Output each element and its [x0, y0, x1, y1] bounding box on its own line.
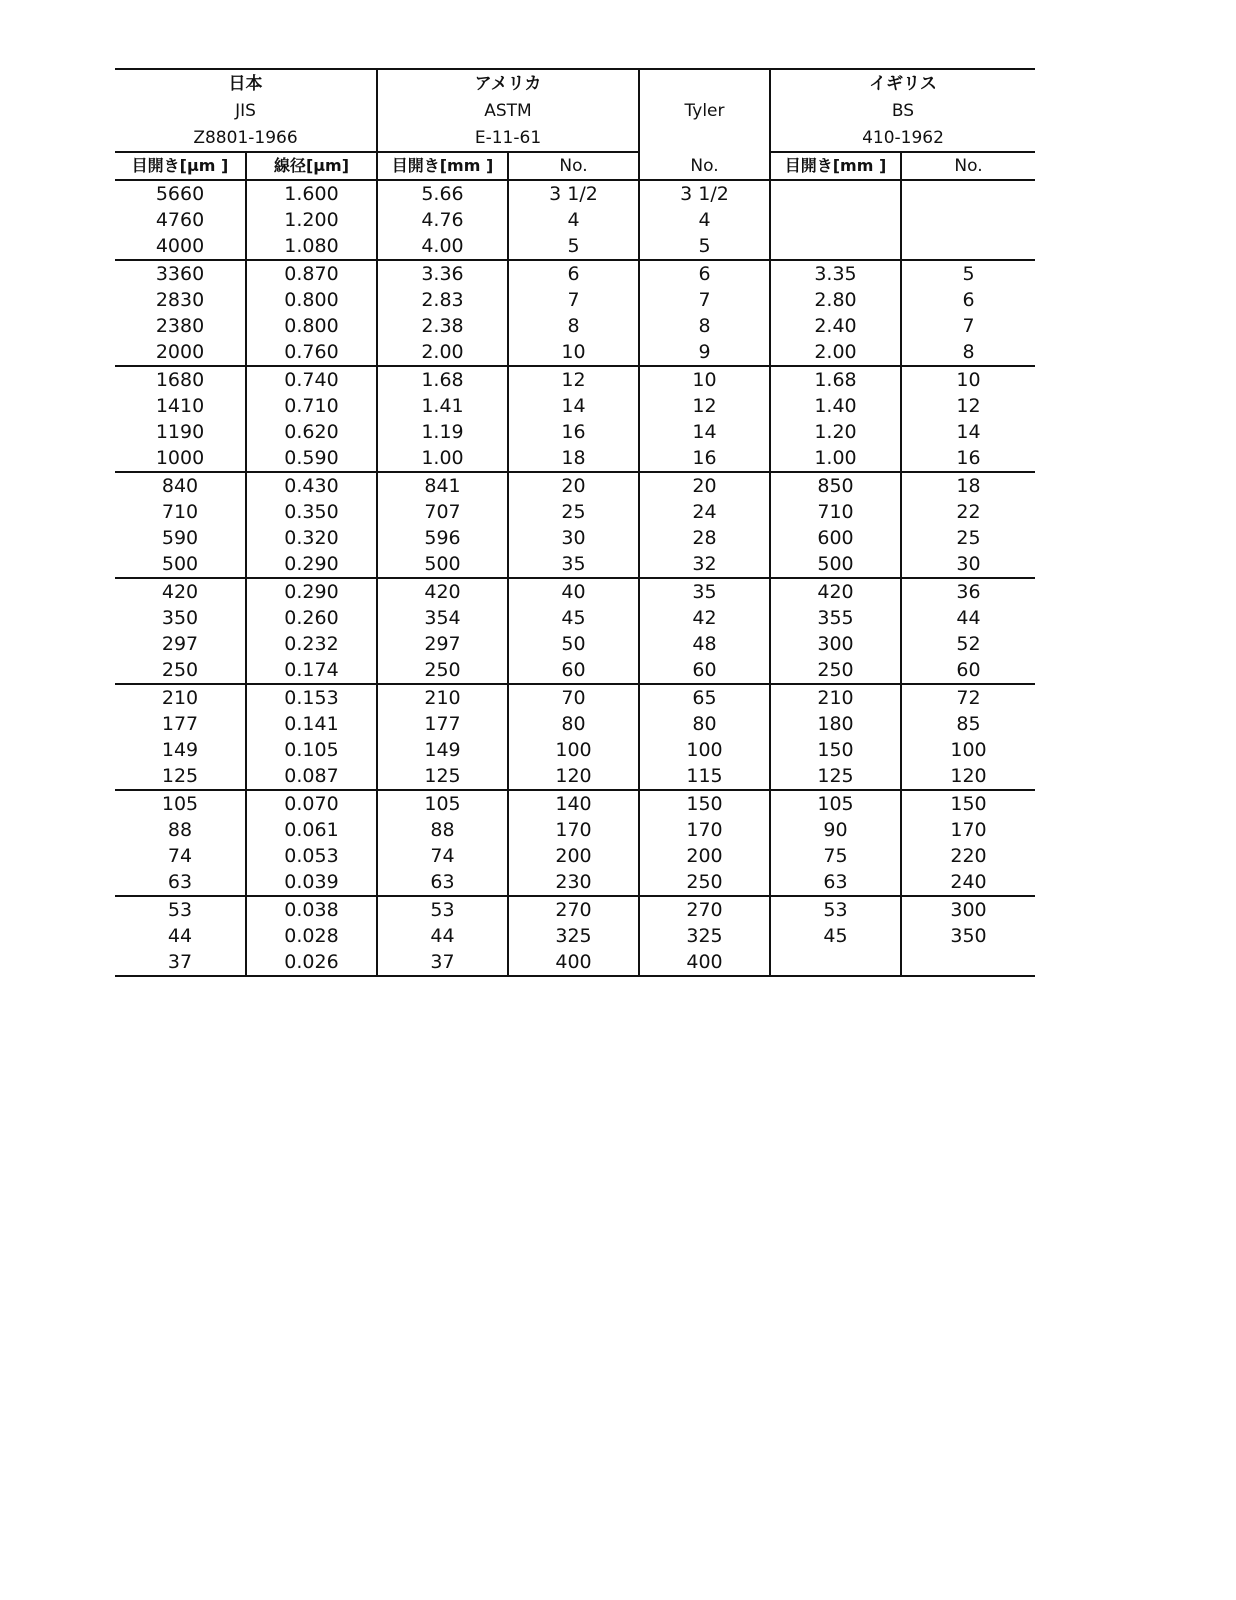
cell-tyler-no: 7 [639, 287, 770, 313]
cell-tyler-no: 14 [639, 419, 770, 445]
cell-tyler-no: 10 [639, 366, 770, 393]
cell-tyler-no: 28 [639, 525, 770, 551]
table-body [115, 180, 1035, 976]
britain-code-label: 410-1962 [770, 124, 1035, 152]
cell-jis-wire: 0.590 [246, 445, 377, 472]
table-row [115, 260, 1035, 287]
cell-bs-opening: 3.35 [770, 260, 901, 287]
cell-jis-wire: 0.710 [246, 393, 377, 419]
britain-standard-label: BS [770, 97, 1035, 124]
cell-jis-opening: 4000 [155, 235, 205, 257]
cell-astm-no: 100 [508, 737, 639, 763]
cell-tyler-no: 150 [639, 790, 770, 817]
cell-astm-no: 40 [508, 578, 639, 605]
cell-tyler-no: 24 [639, 499, 770, 525]
cell-tyler-no: 12 [639, 393, 770, 419]
cell-jis-opening: 4760 [155, 209, 205, 231]
cell-tyler-no: 400 [639, 949, 770, 976]
cell-jis-wire: 0.070 [246, 790, 377, 817]
cell-jis-opening: 1000 [155, 447, 205, 469]
table-row [115, 180, 1035, 207]
america-standard-label: ASTM [377, 97, 639, 124]
cell-astm-opening: 37 [377, 949, 508, 976]
cell-jis-wire: 0.740 [246, 366, 377, 393]
cell-jis-opening: 88 [167, 819, 193, 841]
table-header [115, 69, 1035, 180]
cell-astm-opening: 707 [377, 499, 508, 525]
table-row [115, 896, 1035, 923]
cell-bs-no: 72 [901, 684, 1035, 711]
cell-jis-opening: 1190 [155, 421, 205, 443]
cell-bs-no: 8 [901, 339, 1035, 366]
cell-astm-opening: 250 [377, 657, 508, 684]
cell-bs-opening [770, 233, 901, 260]
cell-astm-no: 140 [508, 790, 639, 817]
cell-bs-opening: 90 [770, 817, 901, 843]
tyler-label: Tyler [639, 69, 770, 152]
cell-bs-no: 36 [901, 578, 1035, 605]
cell-astm-no: 230 [508, 869, 639, 896]
cell-astm-no: 12 [508, 366, 639, 393]
cell-jis-wire: 0.026 [246, 949, 377, 976]
cell-astm-opening: 105 [377, 790, 508, 817]
cell-jis-opening: 149 [161, 739, 199, 761]
cell-jis-opening: 250 [161, 659, 199, 681]
table-row [115, 843, 1035, 869]
cell-tyler-no: 16 [639, 445, 770, 472]
cell-astm-opening: 210 [377, 684, 508, 711]
japan-country-label: 日本 [115, 69, 377, 97]
cell-jis-wire: 0.141 [246, 711, 377, 737]
cell-astm-no: 70 [508, 684, 639, 711]
table-row [115, 419, 1035, 445]
cell-jis-opening: 3360 [115, 260, 246, 287]
cell-bs-no: 120 [901, 763, 1035, 790]
cell-astm-no: 170 [508, 817, 639, 843]
cell-astm-opening: 44 [377, 923, 508, 949]
cell-jis-wire: 0.800 [246, 287, 377, 313]
cell-bs-opening: 710 [770, 499, 901, 525]
cell-astm-no: 325 [508, 923, 639, 949]
cell-tyler-no: 20 [639, 472, 770, 499]
table-row [115, 737, 1035, 763]
cell-jis-wire: 0.061 [246, 817, 377, 843]
cell-tyler-no: 48 [639, 631, 770, 657]
cell-bs-opening: 105 [770, 790, 901, 817]
cell-astm-opening: 841 [377, 472, 508, 499]
cell-jis-opening: 5660 [155, 183, 205, 205]
cell-bs-no: 350 [901, 923, 1035, 949]
cell-bs-no: 16 [901, 445, 1035, 472]
cell-astm-opening: 125 [377, 763, 508, 790]
cell-astm-opening: 2.83 [377, 287, 508, 313]
cell-astm-no: 8 [508, 313, 639, 339]
cell-jis-wire: 0.232 [246, 631, 377, 657]
cell-jis-opening: 177 [161, 713, 199, 735]
cell-astm-no: 3 1/2 [508, 180, 639, 207]
cell-bs-no [901, 180, 1035, 207]
table-row [115, 923, 1035, 949]
table-row [115, 313, 1035, 339]
cell-bs-no: 10 [901, 366, 1035, 393]
cell-jis-opening: 1410 [155, 395, 205, 417]
table-row [115, 287, 1035, 313]
table-row [115, 551, 1035, 578]
cell-jis-opening: 2830 [155, 289, 205, 311]
cell-bs-opening: 2.80 [770, 287, 901, 313]
cell-tyler-no: 32 [639, 551, 770, 578]
cell-astm-no: 50 [508, 631, 639, 657]
cell-jis-opening: 297 [161, 633, 199, 655]
cell-bs-opening [770, 180, 901, 207]
cell-bs-opening: 500 [770, 551, 901, 578]
cell-tyler-no: 270 [639, 896, 770, 923]
cell-astm-opening: 53 [377, 896, 508, 923]
sieve-comparison-table [115, 68, 1035, 977]
britain-country-label: イギリス [770, 69, 1035, 97]
cell-bs-opening: 180 [770, 711, 901, 737]
cell-astm-no: 200 [508, 843, 639, 869]
cell-bs-opening: 150 [770, 737, 901, 763]
cell-astm-opening: 1.00 [377, 445, 508, 472]
cell-jis-opening: 350 [161, 607, 199, 629]
cell-bs-opening [770, 207, 901, 233]
cell-bs-opening: 1.20 [770, 419, 901, 445]
america-code-label: E-11-61 [377, 124, 639, 152]
cell-tyler-no: 5 [639, 233, 770, 260]
col-header-bs-opening: 目開き[mm ] [770, 152, 901, 180]
cell-astm-opening: 4.76 [377, 207, 508, 233]
col-header-jis-opening: 目開き[μm ] [115, 152, 246, 180]
cell-jis-opening: 2000 [155, 341, 205, 363]
cell-bs-opening: 600 [770, 525, 901, 551]
table-row [115, 817, 1035, 843]
cell-jis-wire: 0.174 [246, 657, 377, 684]
cell-astm-no: 270 [508, 896, 639, 923]
cell-astm-opening: 1.68 [377, 366, 508, 393]
cell-astm-opening: 297 [377, 631, 508, 657]
cell-jis-opening: 590 [161, 527, 199, 549]
cell-jis-wire: 0.039 [246, 869, 377, 896]
col-header-astm-no: No. [508, 152, 639, 180]
japan-code-label: Z8801-1966 [193, 127, 298, 148]
cell-bs-no: 170 [901, 817, 1035, 843]
cell-bs-no: 6 [901, 287, 1035, 313]
cell-jis-opening: 840 [115, 472, 246, 499]
table-row [115, 339, 1035, 366]
cell-bs-no: 100 [901, 737, 1035, 763]
cell-astm-opening: 1.19 [377, 419, 508, 445]
cell-bs-opening: 420 [770, 578, 901, 605]
cell-tyler-no: 80 [639, 711, 770, 737]
cell-bs-opening: 45 [770, 923, 901, 949]
cell-tyler-no: 65 [639, 684, 770, 711]
cell-astm-opening: 2.38 [377, 313, 508, 339]
cell-astm-opening: 1.41 [377, 393, 508, 419]
cell-astm-opening: 5.66 [377, 180, 508, 207]
cell-bs-no: 44 [901, 605, 1035, 631]
cell-astm-opening: 420 [377, 578, 508, 605]
cell-jis-opening: 1680 [115, 366, 246, 393]
table-row [115, 472, 1035, 499]
cell-astm-no: 35 [508, 551, 639, 578]
cell-bs-opening: 1.40 [770, 393, 901, 419]
table-row [115, 445, 1035, 472]
cell-bs-no: 30 [901, 551, 1035, 578]
cell-bs-no: 220 [901, 843, 1035, 869]
table-row [115, 525, 1035, 551]
cell-tyler-no: 4 [639, 207, 770, 233]
cell-bs-no: 14 [901, 419, 1035, 445]
cell-astm-no: 7 [508, 287, 639, 313]
cell-astm-no: 80 [508, 711, 639, 737]
table-row [115, 763, 1035, 790]
cell-jis-wire: 0.290 [246, 578, 377, 605]
col-header-tyler-no: No. [639, 152, 770, 180]
cell-jis-wire: 0.430 [246, 472, 377, 499]
cell-astm-no: 120 [508, 763, 639, 790]
cell-tyler-no: 3 1/2 [639, 180, 770, 207]
cell-jis-wire: 0.028 [246, 923, 377, 949]
cell-astm-no: 45 [508, 605, 639, 631]
cell-tyler-no: 6 [639, 260, 770, 287]
cell-tyler-no: 325 [639, 923, 770, 949]
cell-astm-no: 20 [508, 472, 639, 499]
cell-bs-opening: 210 [770, 684, 901, 711]
table-row [115, 869, 1035, 896]
cell-tyler-no: 8 [639, 313, 770, 339]
cell-astm-opening: 149 [377, 737, 508, 763]
cell-jis-wire: 0.053 [246, 843, 377, 869]
cell-astm-no: 60 [508, 657, 639, 684]
cell-jis-opening: 53 [115, 896, 246, 923]
cell-tyler-no: 60 [639, 657, 770, 684]
col-header-astm-opening: 目開き[mm ] [377, 152, 508, 180]
table-row [115, 790, 1035, 817]
table-row [115, 684, 1035, 711]
cell-bs-opening: 63 [770, 869, 901, 896]
cell-jis-wire: 0.038 [246, 896, 377, 923]
cell-tyler-no: 170 [639, 817, 770, 843]
cell-bs-opening [770, 949, 901, 976]
cell-bs-opening: 250 [770, 657, 901, 684]
cell-bs-no: 22 [901, 499, 1035, 525]
cell-bs-opening: 1.68 [770, 366, 901, 393]
cell-bs-no: 85 [901, 711, 1035, 737]
cell-jis-wire: 0.260 [246, 605, 377, 631]
cell-jis-wire: 0.620 [246, 419, 377, 445]
cell-jis-wire: 1.200 [246, 207, 377, 233]
cell-bs-no: 300 [901, 896, 1035, 923]
cell-astm-no: 18 [508, 445, 639, 472]
cell-bs-no: 5 [901, 260, 1035, 287]
cell-bs-opening: 850 [770, 472, 901, 499]
cell-bs-opening: 2.00 [770, 339, 901, 366]
cell-bs-no: 12 [901, 393, 1035, 419]
cell-bs-opening: 2.40 [770, 313, 901, 339]
cell-bs-no [901, 949, 1035, 976]
cell-jis-wire: 1.080 [246, 233, 377, 260]
cell-bs-no: 240 [901, 869, 1035, 896]
cell-jis-wire: 0.087 [246, 763, 377, 790]
cell-tyler-no: 35 [639, 578, 770, 605]
cell-astm-no: 10 [508, 339, 639, 366]
cell-astm-opening: 2.00 [377, 339, 508, 366]
cell-jis-wire: 0.870 [246, 260, 377, 287]
cell-bs-no: 52 [901, 631, 1035, 657]
cell-jis-wire: 1.600 [246, 180, 377, 207]
cell-bs-no: 60 [901, 657, 1035, 684]
cell-bs-no [901, 207, 1035, 233]
cell-astm-opening: 3.36 [377, 260, 508, 287]
cell-jis-wire: 0.350 [246, 499, 377, 525]
table-row [115, 366, 1035, 393]
cell-jis-opening: 44 [167, 925, 193, 947]
cell-jis-wire: 0.153 [246, 684, 377, 711]
cell-astm-no: 6 [508, 260, 639, 287]
cell-jis-opening: 37 [115, 949, 246, 976]
table-row [115, 499, 1035, 525]
cell-jis-opening: 210 [115, 684, 246, 711]
cell-bs-opening: 125 [770, 763, 901, 790]
table-row [115, 657, 1035, 684]
cell-tyler-no: 250 [639, 869, 770, 896]
cell-bs-opening: 300 [770, 631, 901, 657]
cell-astm-no: 4 [508, 207, 639, 233]
cell-bs-no: 150 [901, 790, 1035, 817]
table-row [115, 711, 1035, 737]
cell-astm-no: 14 [508, 393, 639, 419]
cell-tyler-no: 115 [639, 763, 770, 790]
cell-bs-no [901, 233, 1035, 260]
cell-bs-opening: 75 [770, 843, 901, 869]
america-country-label: アメリカ [377, 69, 639, 97]
cell-astm-opening: 500 [377, 551, 508, 578]
cell-tyler-no: 200 [639, 843, 770, 869]
cell-astm-opening: 177 [377, 711, 508, 737]
cell-jis-opening: 710 [161, 501, 199, 523]
table-row [115, 949, 1035, 976]
cell-jis-wire: 0.760 [246, 339, 377, 366]
cell-astm-opening: 354 [377, 605, 508, 631]
table-row [115, 631, 1035, 657]
table-row [115, 393, 1035, 419]
col-header-bs-no: No. [901, 152, 1035, 180]
cell-tyler-no: 42 [639, 605, 770, 631]
cell-astm-no: 30 [508, 525, 639, 551]
cell-astm-opening: 88 [377, 817, 508, 843]
cell-astm-opening: 63 [377, 869, 508, 896]
cell-jis-opening: 500 [161, 553, 199, 575]
cell-astm-opening: 74 [377, 843, 508, 869]
cell-jis-opening: 74 [167, 845, 193, 867]
cell-jis-opening: 125 [161, 765, 199, 787]
cell-jis-opening: 420 [115, 578, 246, 605]
cell-bs-opening: 355 [770, 605, 901, 631]
cell-jis-wire: 0.800 [246, 313, 377, 339]
cell-astm-no: 5 [508, 233, 639, 260]
cell-jis-wire: 0.290 [246, 551, 377, 578]
table-row [115, 233, 1035, 260]
japan-standard-label: JIS [235, 100, 256, 121]
cell-jis-wire: 0.320 [246, 525, 377, 551]
cell-jis-opening: 63 [167, 871, 193, 893]
cell-astm-opening: 4.00 [377, 233, 508, 260]
cell-bs-opening: 53 [770, 896, 901, 923]
cell-jis-opening: 2380 [155, 315, 205, 337]
cell-astm-no: 400 [508, 949, 639, 976]
cell-astm-opening: 596 [377, 525, 508, 551]
col-header-jis-wire: 線径[μm] [246, 152, 377, 180]
table-row [115, 207, 1035, 233]
cell-astm-no: 16 [508, 419, 639, 445]
cell-jis-opening: 105 [115, 790, 246, 817]
cell-bs-no: 25 [901, 525, 1035, 551]
cell-bs-no: 18 [901, 472, 1035, 499]
cell-tyler-no: 100 [639, 737, 770, 763]
cell-jis-wire: 0.105 [246, 737, 377, 763]
cell-bs-no: 7 [901, 313, 1035, 339]
table-row [115, 605, 1035, 631]
table-row [115, 578, 1035, 605]
cell-bs-opening: 1.00 [770, 445, 901, 472]
cell-tyler-no: 9 [639, 339, 770, 366]
cell-astm-no: 25 [508, 499, 639, 525]
